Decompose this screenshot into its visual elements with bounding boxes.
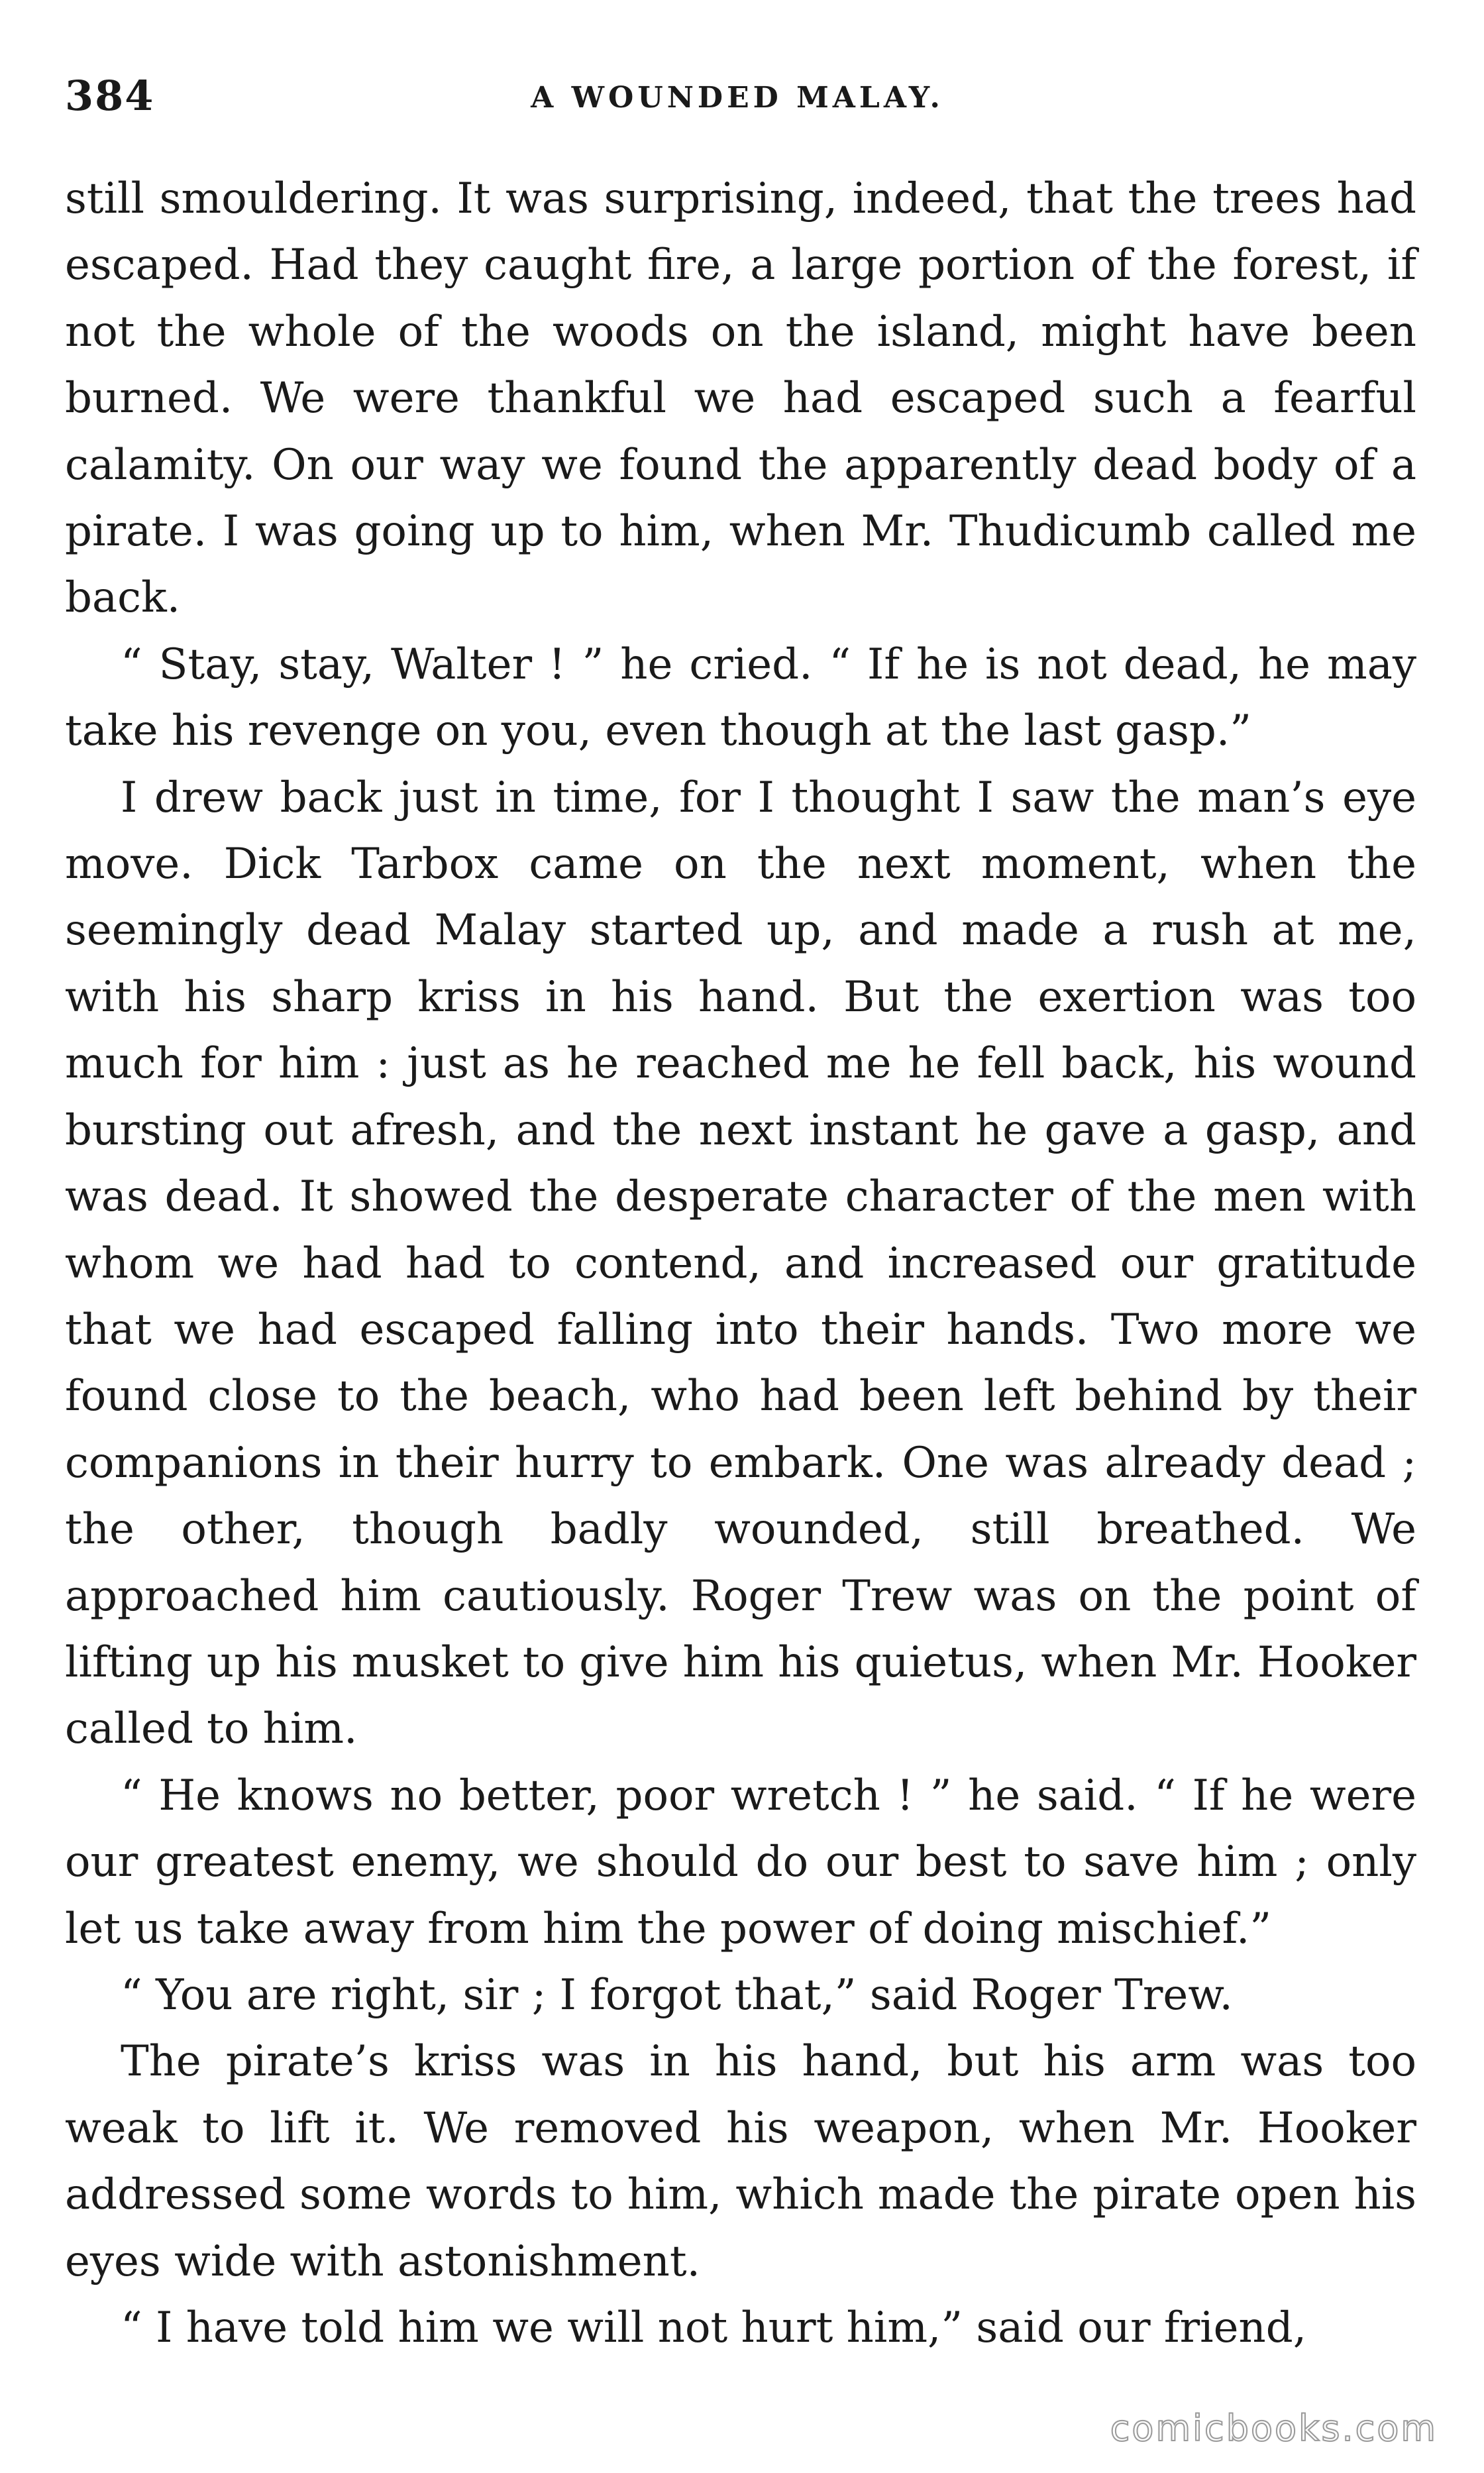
- paragraph-dialogue-thudicumb: “ Stay, stay, Walter ! ” he cried. “ If he is not dead, he may take his revenge on you, even though at the last gasp.”: [65, 639, 1416, 756]
- body-text: [65, 166, 1416, 2361]
- running-title: A WOUNDED MALAY.: [531, 81, 944, 115]
- watermark-logo: comicbooks.com: [1110, 2407, 1438, 2449]
- running-head: [65, 72, 1410, 131]
- paragraph-malay-attack: I drew back just in time, for I thought I saw the man’s eye move. Dick Tarbox came on the next moment, when the seemingly dead Malay started up, and made a rush at me, with his sharp kriss in his hand. But the exertion was too much for him : just as he reached me he fell back, his wound bursting out afresh, and the next instant he gave a gasp, and was dead. It showed the desperate character of the men with whom we had had to contend, and increased our gratitude that we had escaped falling into their hands. Two more we found close to the beach, who had been left behind by their companions in their hurry to embark. One was already dead ; the other, though badly wounded, still breathed. We approached him cautiously. Roger Trew was on the point of lifting up his musket to give him his quietus, when Mr. Hooker called to him.: [65, 773, 1416, 1754]
- paragraph-final-line: “ I have told him we will not hurt him,” said our friend,: [121, 2303, 1307, 2352]
- paragraph-continuation: still smouldering. It was surprising, indeed, that the trees had escaped. Had they caught fire, a large portion of the forest, if not the whole of the woods on the island, might have been burned. We were thankful we had escaped such a fearful calamity. On our way we found the apparently dead body of a pirate. I was going up to him, when Mr. Thudicumb called me back.: [65, 174, 1416, 623]
- paragraph-dialogue-hooker: “ He knows no better, poor wretch ! ” he said. “ If he were our greatest enemy, we should do our best to save him ; only let us take away from him the power of doing mischief.”: [65, 1771, 1416, 1953]
- paragraph-dialogue-trew: “ You are right, sir ; I forgot that,” said Roger Trew.: [121, 1970, 1233, 2020]
- paragraph-pirate-kriss: The pirate’s kriss was in his hand, but his arm was too weak to lift it. We removed his weapon, when Mr. Hooker addressed some words to him, which made the pirate open his eyes wide with astonishment.: [65, 2037, 1416, 2286]
- page-number: 384: [65, 72, 155, 120]
